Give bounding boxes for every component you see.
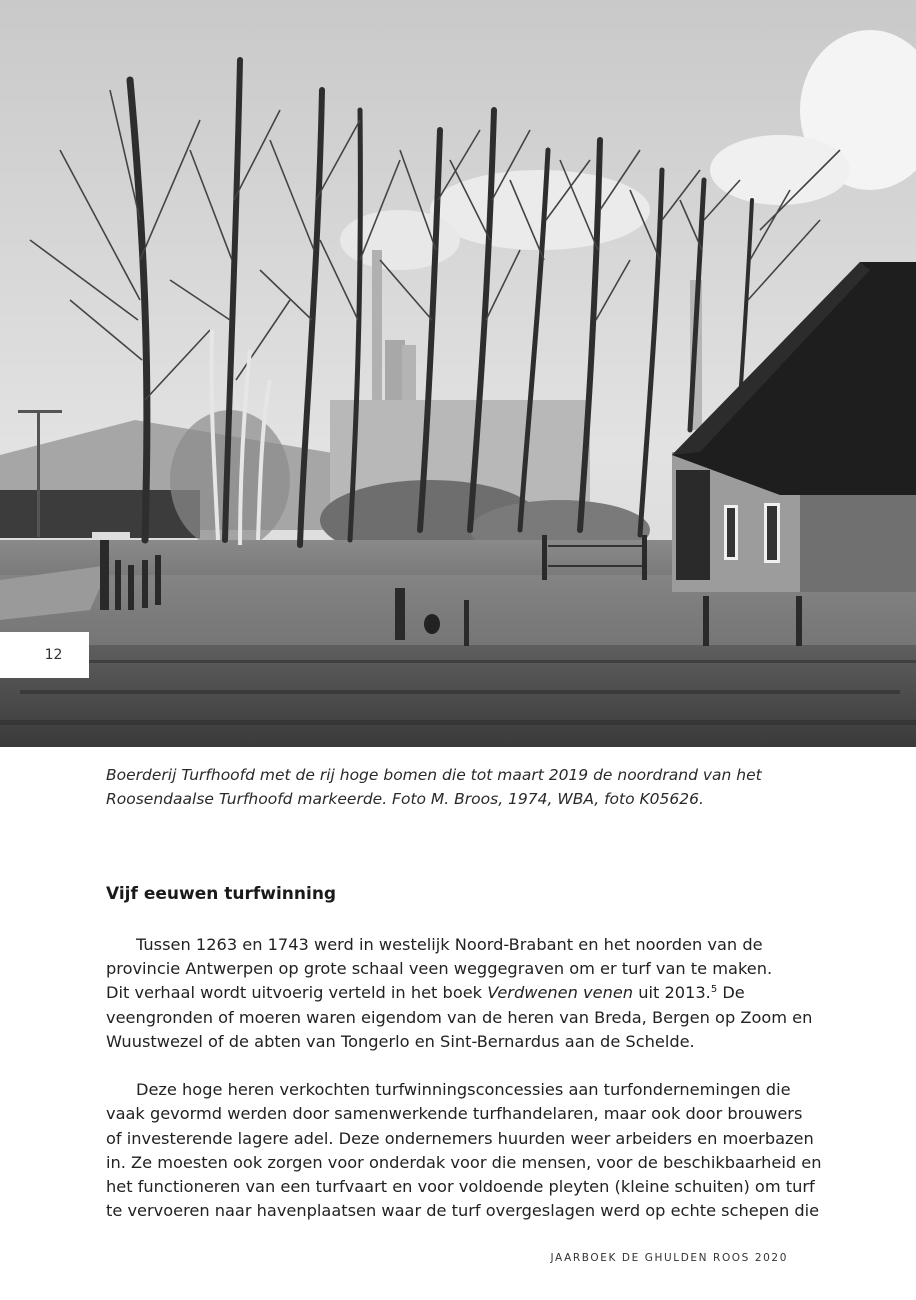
text-fragment: Dit verhaal wordt uitvoerig verteld in het boek	[106, 983, 488, 1003]
caption-line: Boerderij Turfhoofd met de rij hoge bomen die tot maart 2019 de noordrand van het	[106, 766, 762, 784]
text-fragment: uit 2013.	[633, 983, 711, 1003]
text-line: Tussen 1263 en 1743 werd in westelijk Noord-Brabant en het noorden van de	[136, 935, 763, 954]
photo-caption	[106, 763, 826, 811]
text-line: in. Ze moesten ook zorgen voor onderdak voor die mensen, voor de beschikbaarheid en	[106, 1152, 822, 1172]
text-fragment: De	[717, 983, 745, 1003]
page-number: 12	[0, 632, 89, 678]
text-line: het functioneren van een turfvaart en voor voldoende pleyten (kleine schuiten) om turf	[106, 1177, 815, 1197]
caption-line: Roosendaalse Turfhoofd markeerde. Foto M. Broos, 1974, WBA, foto K05626.	[106, 790, 704, 808]
book-title: Verdwenen venen	[487, 983, 634, 1003]
running-footer: JAARBOEK DE GHULDEN ROOS 2020	[550, 1252, 788, 1264]
text-line: Wuustwezel of de abten van Tongerlo en Sint-Bernardus aan de Schelde.	[106, 1031, 695, 1051]
text-line: te vervoeren naar havenplaatsen waar de turf overgeslagen werd op echte schepen die	[106, 1201, 820, 1221]
text-line: Deze hoge heren verkochten turfwinningsconcessies aan turfondernemingen die	[136, 1080, 791, 1100]
text-line: of investerende lagere adel. Deze ondernemers huurden weer arbeiders en moerbazen	[106, 1128, 814, 1148]
body-text	[106, 933, 822, 1223]
footnote-ref: 5	[710, 984, 718, 996]
section-heading: Vijf eeuwen turfwinning	[106, 884, 337, 904]
text-line: vaak gevormd werden door samenwerkende turfhandelaren, maar ook door brouwers	[106, 1104, 803, 1124]
paragraph	[106, 933, 813, 1054]
text-line: veengronden of moeren waren eigendom van de heren van Breda, Bergen op Zoom en	[106, 1007, 813, 1027]
text-line	[106, 981, 806, 1005]
text-line: provincie Antwerpen op grote schaal veen weggegraven om er turf van te maken.	[106, 959, 773, 979]
paragraph	[106, 1078, 822, 1223]
